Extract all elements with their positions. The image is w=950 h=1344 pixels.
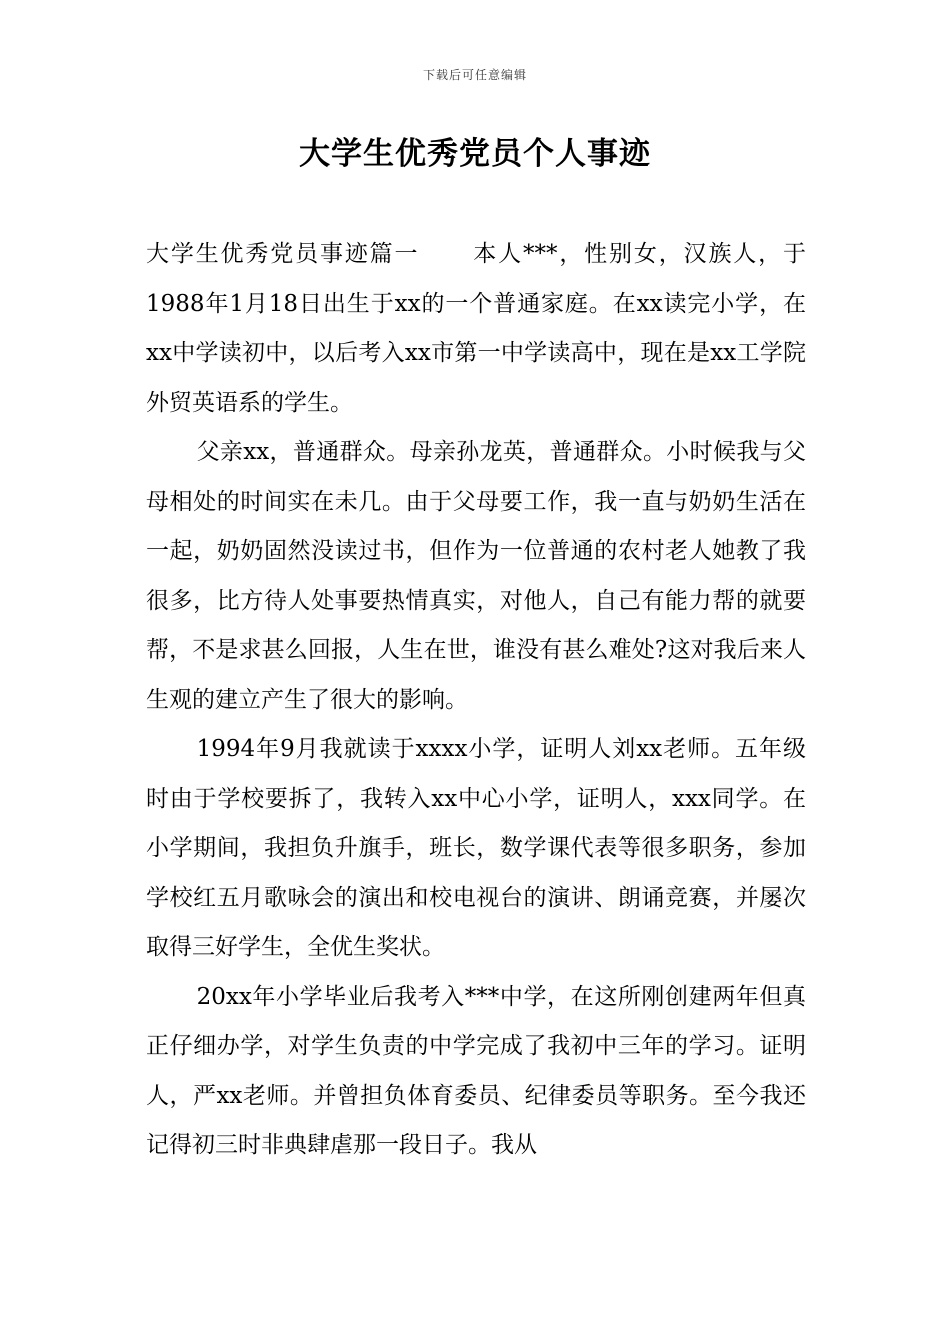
paragraph-3: 1994年9月我就读于xxxx小学，证明人刘xx老师。五年级时由于学校要拆了，我转入xx中心小学，证明人，xxx同学。在小学期间，我担负升旗手，班长，数学课代表等很多职务，参加学校红五月歌咏会的演出和校电视台的演讲、朗诵竞赛，并屡次取得三好学生，全优生奖状。 <box>146 736 806 960</box>
paragraph-1-text: 本人***，性别女，汉族人，于1988年1月18日出生于xx的一个普通家庭。在xx读完小学，在xx中学读初中，以后考入xx市第一中学读高中，现在是xx工学院外贸英语系的学生。 <box>146 241 807 416</box>
section-heading: 大学生优秀党员事迹篇一 <box>146 241 420 267</box>
paragraph-4: 20xx年小学毕业后我考入***中学，在这所刚创建两年但真正仔细办学，对学生负责的中学完成了我初中三年的学习。证明人，严xx老师。并曾担负体育委员、纪律委员等职务。至今我还记得初三时非典肆虐那一段日子。我从 <box>146 983 806 1158</box>
document-title: 大学生优秀党员个人事迹 <box>299 136 651 172</box>
document-body <box>146 230 806 1171</box>
paragraph-2: 父亲xx，普通群众。母亲孙龙英，普通群众。小时候我与父母相处的时间实在未几。由于父母要工作，我一直与奶奶生活在一起，奶奶固然没读过书，但作为一位普通的农村老人她教了我很多，比方待人处事要热情真实，对他人，自己有能力帮的就要帮，不是求甚么回报，人生在世，谁没有甚么难处?这对我后来人生观的建立产生了很大的影响。 <box>146 439 806 713</box>
page-header-note: 下载后可任意编辑 <box>422 68 527 82</box>
paragraph-1 <box>146 230 806 428</box>
